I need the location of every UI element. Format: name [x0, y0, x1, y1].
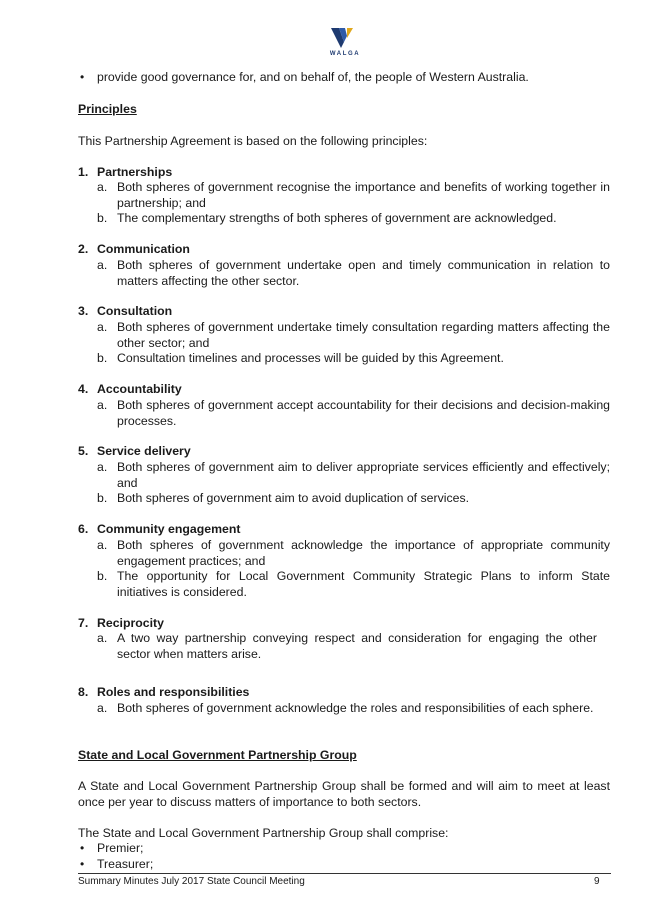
principle-number: 3. — [78, 304, 89, 318]
item-letter: b. — [97, 211, 108, 225]
item-letter: a. — [97, 320, 108, 334]
item-letter: a. — [97, 538, 108, 552]
item-letter: a. — [97, 631, 108, 645]
walga-logo — [325, 24, 365, 60]
group-member: Treasurer; — [97, 857, 154, 871]
group-heading: State and Local Government Partnership Group — [78, 748, 357, 762]
item-text: Both spheres of government accept accountability for their decisions and decision-making processes. — [117, 398, 610, 428]
group-comprise: The State and Local Government Partnership Group shall comprise: — [78, 826, 449, 840]
principle-title: Roles and responsibilities — [97, 685, 250, 699]
principle-number: 5. — [78, 444, 89, 458]
item-text: Both spheres of government undertake open and timely communication in relation to matters affecting the other sector. — [117, 258, 610, 288]
item-text: A two way partnership conveying respect and consideration for engaging the other sector when matters arise. — [117, 631, 597, 661]
bullet-icon: • — [80, 70, 85, 84]
principle-number: 1. — [78, 165, 89, 179]
page-number: 9 — [594, 876, 600, 887]
item-text: Both spheres of government recognise the importance and benefits of working together in partnership; and — [117, 180, 610, 210]
item-text: Both spheres of government acknowledge the roles and responsibilities of each sphere. — [117, 701, 594, 715]
principles-heading: Principles — [78, 102, 137, 116]
principle-number: 2. — [78, 242, 89, 256]
principle-number: 4. — [78, 382, 89, 396]
bullet-icon: • — [80, 857, 85, 871]
principle-title: Community engagement — [97, 522, 241, 536]
principle-number: 7. — [78, 616, 89, 630]
item-text: Both spheres of government aim to deliver appropriate services efficiently and effectively; and — [117, 460, 610, 490]
item-text: The opportunity for Local Government Community Strategic Plans to inform State initiatives is considered. — [117, 569, 610, 599]
item-letter: a. — [97, 258, 108, 272]
item-letter: b. — [97, 569, 108, 583]
item-text: Both spheres of government aim to avoid duplication of services. — [117, 491, 470, 505]
item-letter: a. — [97, 701, 108, 715]
principle-title: Communication — [97, 242, 190, 256]
item-letter: b. — [97, 491, 108, 505]
bullet-icon: • — [80, 841, 85, 855]
item-text: Consultation timelines and processes will be guided by this Agreement. — [117, 351, 504, 365]
principles-intro: This Partnership Agreement is based on the following principles: — [78, 134, 428, 148]
principle-number: 6. — [78, 522, 89, 536]
principle-title: Consultation — [97, 304, 173, 318]
item-text: The complementary strengths of both spheres of government are acknowledged. — [117, 211, 557, 225]
principle-title: Service delivery — [97, 444, 191, 458]
intro-bullet-text: provide good governance for, and on behalf of, the people of Western Australia. — [97, 70, 529, 84]
item-letter: a. — [97, 398, 108, 412]
principle-title: Accountability — [97, 382, 182, 396]
footer-divider — [78, 873, 611, 874]
item-letter: b. — [97, 351, 108, 365]
item-letter: a. — [97, 180, 108, 194]
principle-title: Reciprocity — [97, 616, 164, 630]
item-text: Both spheres of government acknowledge the importance of appropriate community engagement practices; and — [117, 538, 610, 568]
group-member: Premier; — [97, 841, 144, 855]
principle-number: 8. — [78, 685, 89, 699]
footer-title: Summary Minutes July 2017 State Council Meeting — [78, 876, 305, 887]
walga-logo-icon — [325, 24, 365, 52]
group-paragraph: A State and Local Government Partnership Group shall be formed and will aim to meet at least once per year to discuss matters of importance to both sectors. — [78, 779, 610, 809]
logo-text: WALGA — [329, 51, 361, 57]
item-letter: a. — [97, 460, 108, 474]
principle-title: Partnerships — [97, 165, 173, 179]
item-text: Both spheres of government undertake timely consultation regarding matters affecting the other sector; and — [117, 320, 610, 350]
